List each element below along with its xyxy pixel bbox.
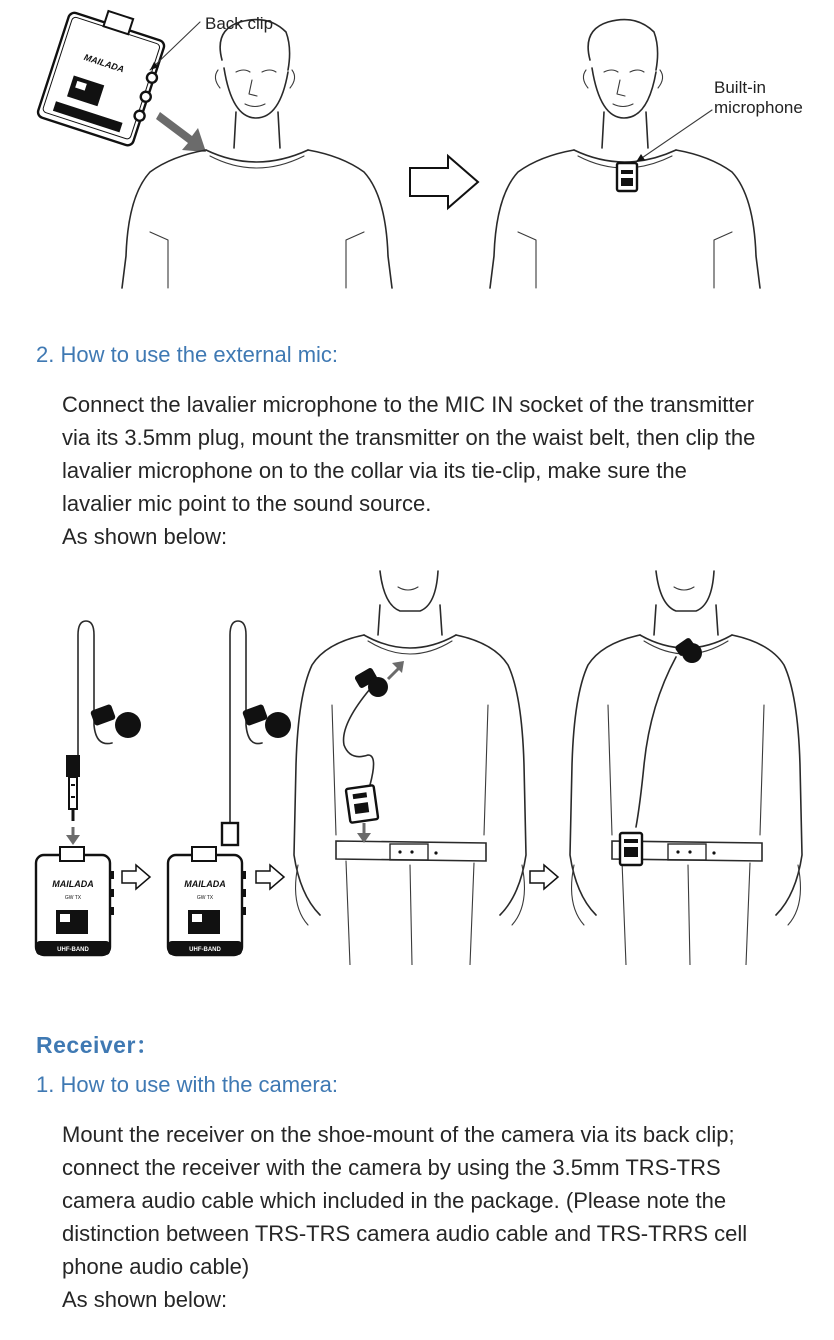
external-mic-shown-below: As shown below: [62,524,228,549]
receiver-body: Mount the receiver on the shoe-mount of the camera via its back clip; connect the receiver with the camera by using the 3.5mm TRS-TRS camera audio cable which included in the package. (Please note the distinction between TRS-TRS camera audio cable and TRS-TRRS cell phone audio cable) [62,1122,748,1279]
device-brand-text: MAILADA [82,52,126,75]
person-illustration-4 [570,571,802,965]
person-illustration-3 [294,571,526,965]
lavalier-mic-image-1 [66,621,141,821]
next-arrow-icon [410,156,478,208]
svg-text:UHF-BAND: UHF-BAND [189,947,221,953]
svg-text:MAILADA: MAILADA [52,879,94,889]
external-mic-heading: 2. How to use the external mic: [36,342,339,367]
transmitter-device-image [36,0,172,148]
svg-text:GW TX: GW TX [64,895,82,901]
back-clip-label: Back clip [205,14,274,33]
transmitter-image-1 [36,847,114,955]
figure-external-mic [0,565,834,965]
figure-mount-transmitter [0,0,834,300]
built-in-microphone-label: Built-in microphone [714,78,803,117]
receiver-section-title: Receiver： [36,1032,160,1058]
receiver-instructions [62,1118,790,1316]
external-mic-instructions [62,388,762,553]
person-illustration-1 [122,20,392,288]
person-illustration-2 [490,20,760,288]
svg-text:MAILADA: MAILADA [184,879,226,889]
receiver-shown-below: As shown below: [62,1287,228,1312]
external-mic-body: Connect the lavalier microphone to the MIC IN socket of the transmitter via its 3.5mm plug, mount the transmitter on the waist belt, then clip the lavalier microphone on to the collar via its tie-clip, make sure the lavalier mic point to the sound source. [62,392,756,516]
transmitter-image-2 [168,847,246,955]
svg-text:GW TX: GW TX [196,895,214,901]
svg-text:UHF-BAND: UHF-BAND [57,947,89,953]
receiver-camera-heading: 1. How to use with the camera: [36,1072,339,1097]
lavalier-mic-image-2 [222,621,291,845]
